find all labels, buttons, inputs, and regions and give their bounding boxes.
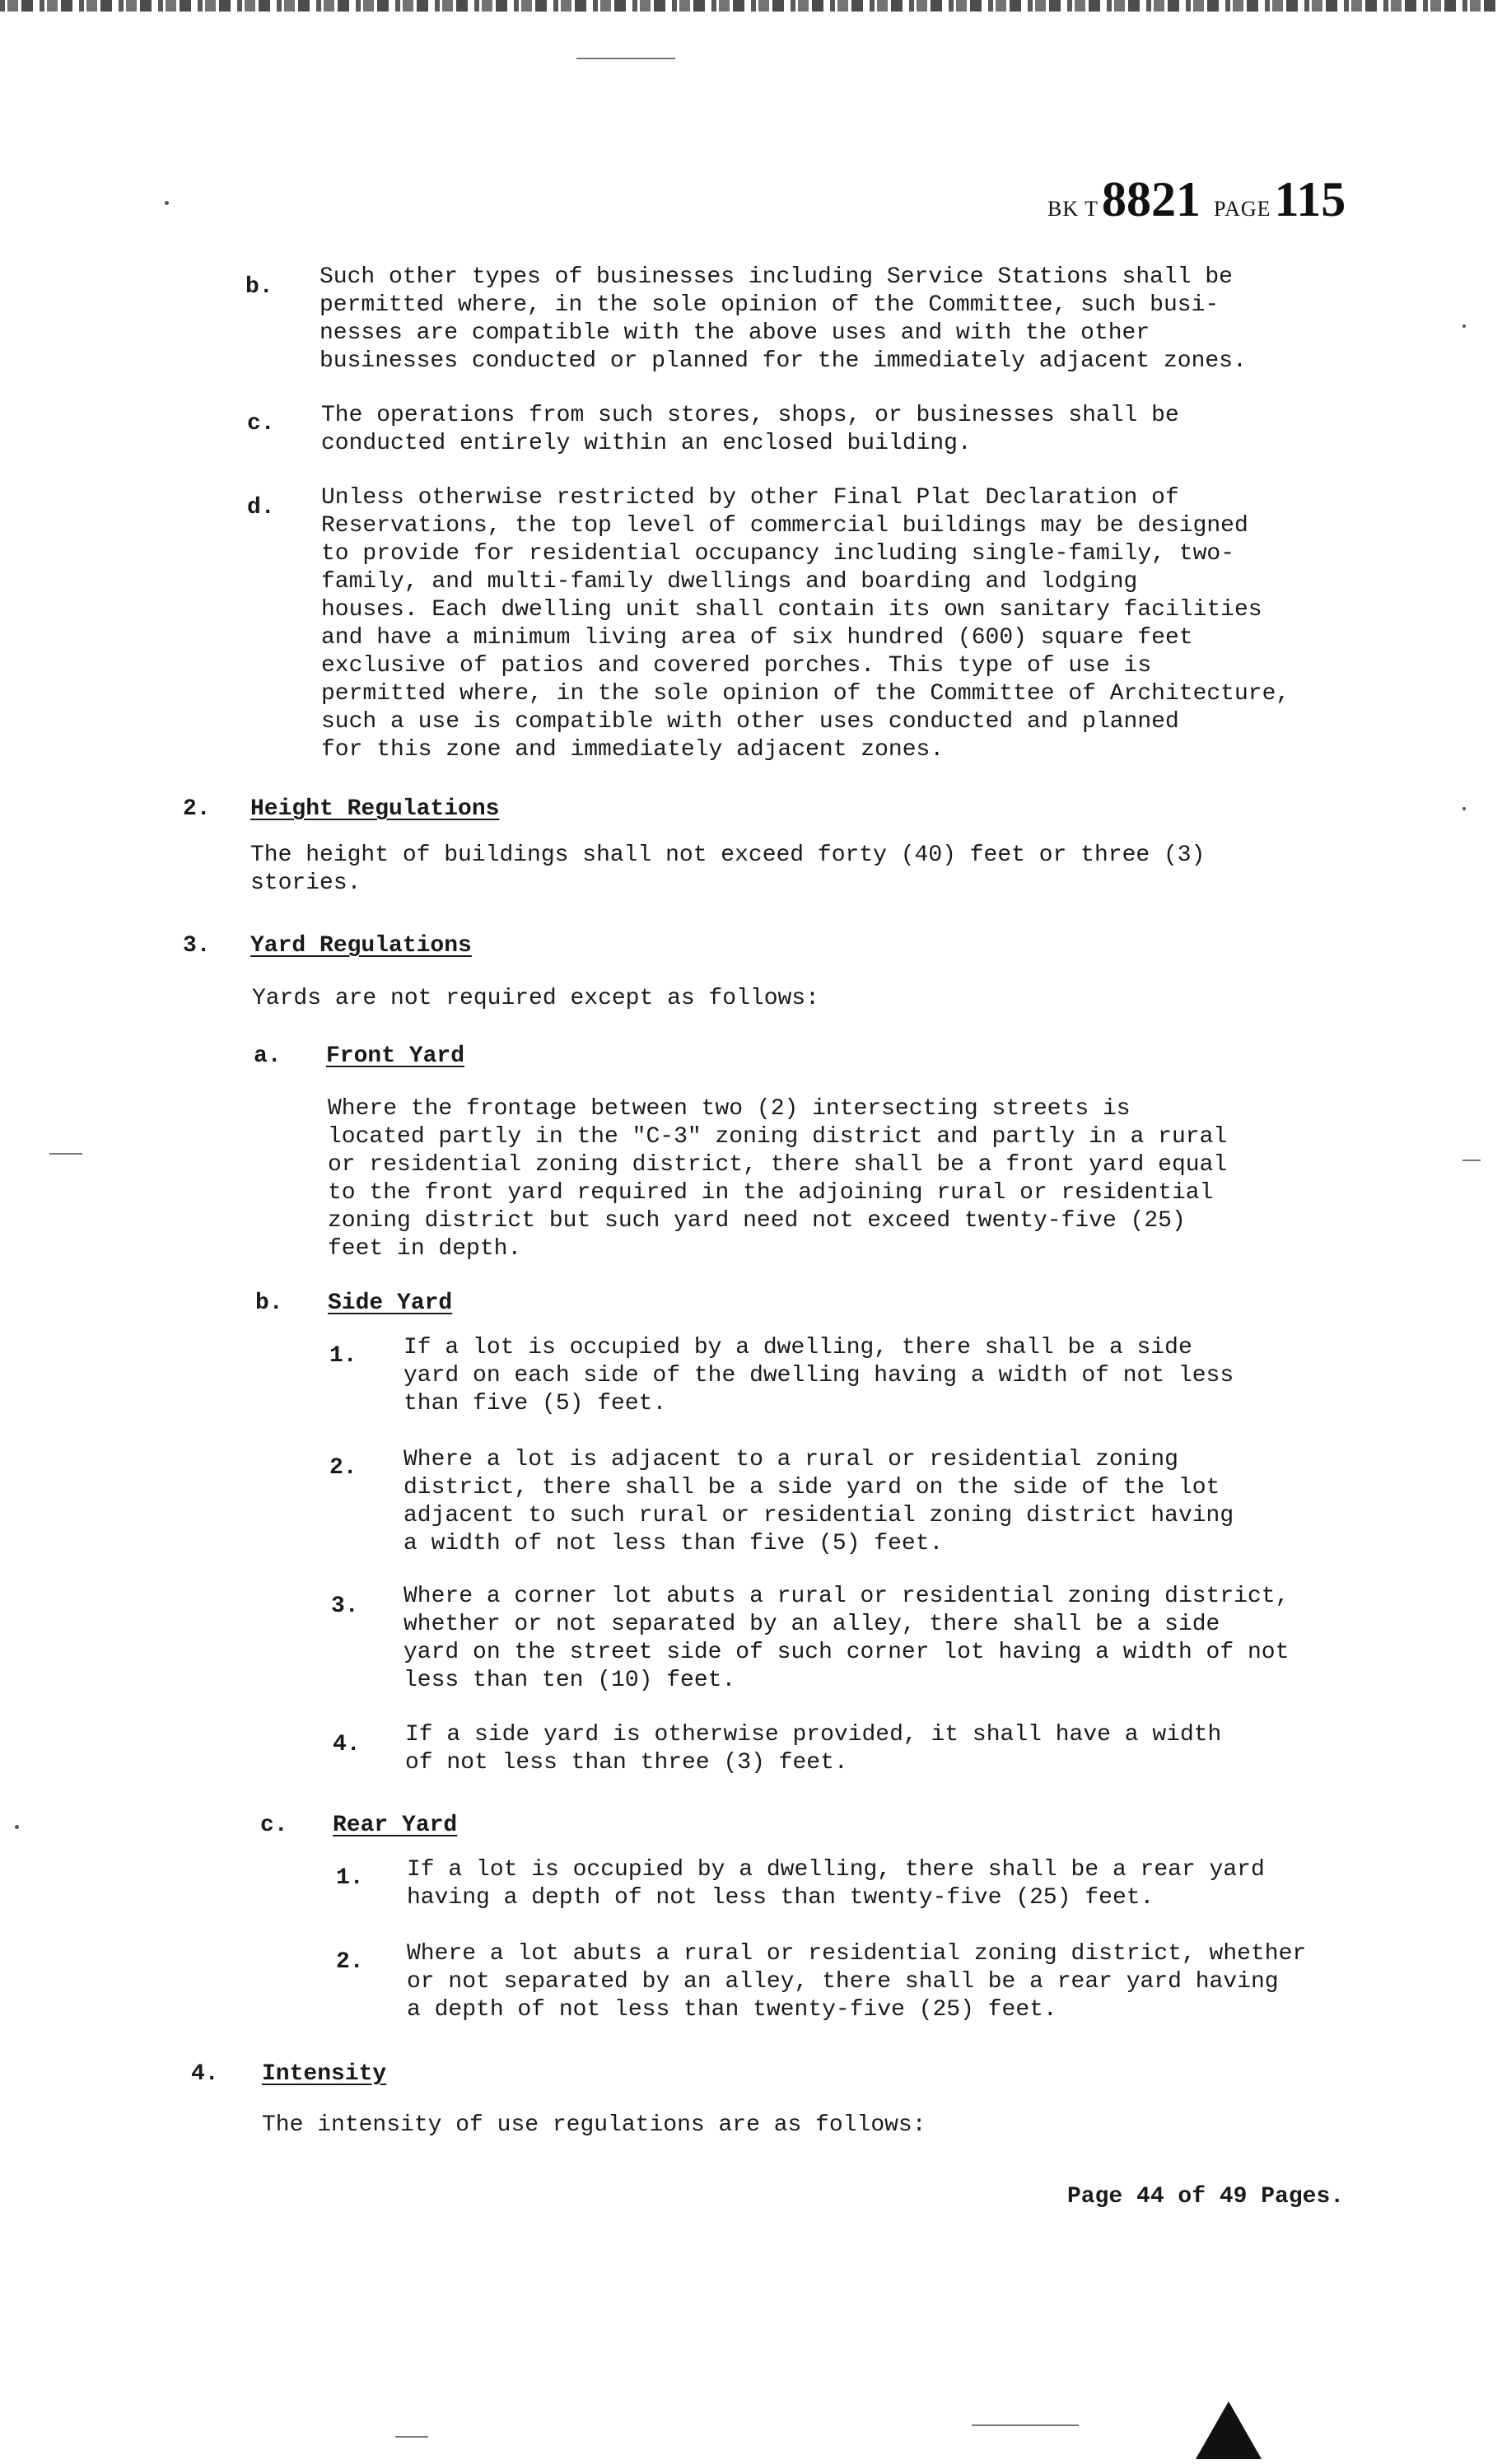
side-yard-item-text-2: Where a lot is adjacent to a rural or residential zoning district, there shall be a side yard on the side of the lot adjacent to such rural or residential zoning district having a width of not less than five (5) feet. [403, 1447, 1234, 1556]
side-yard-item-marker-2: 2. [329, 1455, 357, 1481]
scan-mark [576, 58, 675, 59]
subsection-body-front-yard: Where the frontage between two (2) intersecting streets is located partly in the "C-3" zoning district and partly in a rural or residential zoning district, there shall be a front yard equal to the front yard required in the adjoining rural or residential zoning district but such yard need not exceed twenty-five (25) feet in depth. [328, 1096, 1228, 1262]
book-prefix: BK T [1047, 197, 1099, 221]
item-text-c: The operations from such stores, shops, or businesses shall be conducted entirely within an enclosed building. [321, 403, 1179, 456]
section-intro-yard: Yards are not required except as follows: [252, 986, 819, 1011]
subsection-marker-rear-yard: c. [260, 1813, 288, 1838]
scan-corner-mark [1196, 2401, 1262, 2459]
subsection-heading-front-yard: Front Yard [326, 1043, 465, 1069]
section-body-height: The height of buildings shall not exceed forty (40) feet or three (3) stories. [250, 842, 1206, 896]
side-yard-item-text-4: If a side yard is otherwise provided, it shall have a width of not less than three (3) feet. [405, 1722, 1222, 1776]
page-footer: Page 44 of 49 Pages. [1067, 2184, 1345, 2210]
section-number-3: 3. [183, 933, 211, 959]
subsection-marker-front-yard: a. [254, 1043, 282, 1069]
scan-mark [395, 2436, 428, 2438]
scan-speck [1462, 324, 1466, 328]
item-marker-d: d. [247, 495, 275, 520]
book-page-stamp [1047, 171, 1355, 228]
item-marker-c: c. [247, 411, 275, 436]
item-text-d: Unless otherwise restricted by other Final Plat Declaration of Reservations, the top level of commercial buildings may be designed to provide for residential occupancy including single-family, two- family, and multi-family dwellings and boarding and lodging houses. Each dwelling unit shall contain its own sanitary facilities and have a minimum living area of six hundred (600) square feet exclusive of patios and covered porches. This type of use is permitted where, in the sole opinion of the Committee of Architecture, such a use is compatible with other uses conducted and planned for this zone and immediately adjacent zones. [321, 485, 1290, 763]
section-heading-yard: Yard Regulations [250, 933, 472, 959]
subsection-marker-side-yard: b. [255, 1290, 283, 1316]
section-body-intensity: The intensity of use regulations are as follows: [262, 2112, 926, 2138]
subsection-heading-side-yard: Side Yard [328, 1290, 453, 1316]
section-number-4: 4. [191, 2061, 219, 2087]
subsection-heading-rear-yard: Rear Yard [333, 1813, 458, 1838]
scan-top-edge [0, 0, 1502, 12]
rear-yard-item-marker-1: 1. [336, 1865, 364, 1891]
scan-speck [1462, 807, 1466, 810]
section-heading-intensity: Intensity [262, 2061, 387, 2087]
item-marker-b: b. [245, 274, 273, 300]
side-yard-item-marker-3: 3. [331, 1594, 359, 1619]
scan-mark [49, 1153, 82, 1155]
section-number-2: 2. [183, 796, 211, 822]
section-heading-height: Height Regulations [250, 796, 500, 822]
scan-mark [1462, 1160, 1481, 1161]
book-number: 8821 [1102, 172, 1201, 226]
rear-yard-item-marker-2: 2. [336, 1949, 364, 1975]
rear-yard-item-text-1: If a lot is occupied by a dwelling, there shall be a rear yard having a depth of not less than twenty-five (25) feet. [407, 1857, 1265, 1911]
side-yard-item-text-1: If a lot is occupied by a dwelling, there shall be a side yard on each side of the dwelling having a width of not less than five (5) feet. [403, 1335, 1234, 1416]
side-yard-item-marker-4: 4. [333, 1732, 361, 1757]
rear-yard-item-text-2: Where a lot abuts a rural or residential zoning district, whether or not separated by an alley, there shall be a rear yard having a depth of not less than twenty-five (25) feet. [407, 1941, 1307, 2023]
side-yard-item-marker-1: 1. [329, 1343, 357, 1369]
side-yard-item-text-3: Where a corner lot abuts a rural or residential zoning district, whether or not separated by an alley, there shall be a side yard on the street side of such corner lot having a width of not less than ten (10) feet. [403, 1584, 1290, 1693]
scan-mark [972, 2424, 1079, 2426]
item-text-b: Such other types of businesses including Service Stations shall be permitted where, in the sole opinion of the Committee, such busi- nesses are compatible with the above uses and with the other businesses conducted or planned for the immediately adjacent zones. [320, 264, 1247, 374]
scan-speck [165, 201, 169, 205]
page-prefix: PAGE [1214, 197, 1271, 221]
scan-speck [15, 1825, 19, 1829]
page-number: 115 [1274, 172, 1346, 226]
